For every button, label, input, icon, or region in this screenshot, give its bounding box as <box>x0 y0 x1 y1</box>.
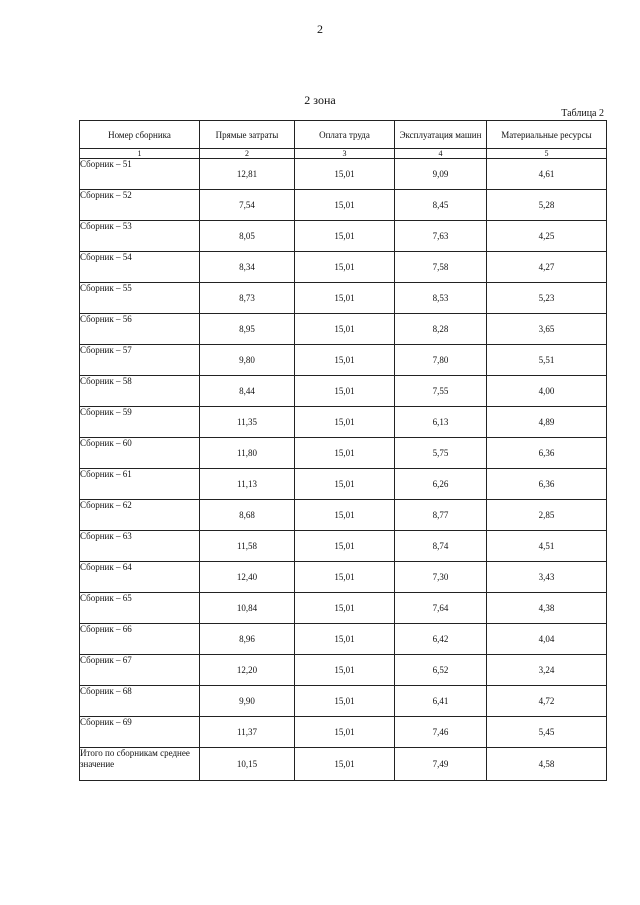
collection-name-cell: Сборник – 67 <box>80 655 200 686</box>
direct-costs-cell: 11,37 <box>200 717 295 748</box>
material-resources-cell: 5,45 <box>487 717 607 748</box>
labor-pay-cell: 15,01 <box>295 221 395 252</box>
table-row <box>80 376 607 407</box>
labor-pay-cell: 15,01 <box>295 190 395 221</box>
direct-costs-cell: 8,34 <box>200 252 295 283</box>
labor-pay-cell: 15,01 <box>295 500 395 531</box>
machine-operation-cell: 6,41 <box>395 686 487 717</box>
labor-pay-cell: 15,01 <box>295 562 395 593</box>
column-number: 4 <box>395 149 487 159</box>
collection-name-cell: Сборник – 65 <box>80 593 200 624</box>
direct-costs-cell: 9,80 <box>200 345 295 376</box>
collection-name-cell: Сборник – 55 <box>80 283 200 314</box>
collection-name-cell: Сборник – 69 <box>80 717 200 748</box>
direct-costs-cell: 7,54 <box>200 190 295 221</box>
direct-costs-cell: 8,44 <box>200 376 295 407</box>
labor-pay-cell: 15,01 <box>295 407 395 438</box>
material-resources-cell: 4,25 <box>487 221 607 252</box>
table-row <box>80 717 607 748</box>
collection-name-cell: Сборник – 60 <box>80 438 200 469</box>
material-resources-cell: 4,38 <box>487 593 607 624</box>
labor-pay-cell: 15,01 <box>295 655 395 686</box>
header-material-resources: Материальные ресурсы <box>487 121 607 149</box>
table-row <box>80 159 607 190</box>
labor-pay-cell: 15,01 <box>295 345 395 376</box>
material-resources-cell: 5,28 <box>487 190 607 221</box>
total-label-cell: Итого по сборникам среднее значение <box>80 748 200 781</box>
material-resources-cell: 6,36 <box>487 469 607 500</box>
material-resources-cell: 4,89 <box>487 407 607 438</box>
collection-name-cell: Сборник – 63 <box>80 531 200 562</box>
header-collection-number: Номер сборника <box>80 121 200 149</box>
header-direct-costs: Прямые затраты <box>200 121 295 149</box>
machine-operation-cell: 6,42 <box>395 624 487 655</box>
machine-operation-cell: 7,58 <box>395 252 487 283</box>
column-number: 1 <box>80 149 200 159</box>
material-resources-cell: 4,58 <box>487 748 607 781</box>
zone-title: 2 зона <box>304 93 336 107</box>
table-row <box>80 283 607 314</box>
machine-operation-cell: 8,53 <box>395 283 487 314</box>
collection-name-cell: Сборник – 64 <box>80 562 200 593</box>
table-body <box>80 159 607 781</box>
direct-costs-cell: 9,90 <box>200 686 295 717</box>
direct-costs-cell: 10,15 <box>200 748 295 781</box>
direct-costs-cell: 12,40 <box>200 562 295 593</box>
labor-pay-cell: 15,01 <box>295 593 395 624</box>
machine-operation-cell: 7,49 <box>395 748 487 781</box>
labor-pay-cell: 15,01 <box>295 438 395 469</box>
machine-operation-cell: 6,52 <box>395 655 487 686</box>
direct-costs-cell: 11,58 <box>200 531 295 562</box>
machine-operation-cell: 7,63 <box>395 221 487 252</box>
direct-costs-cell: 8,96 <box>200 624 295 655</box>
column-number: 3 <box>295 149 395 159</box>
table-row <box>80 469 607 500</box>
material-resources-cell: 2,85 <box>487 500 607 531</box>
labor-pay-cell: 15,01 <box>295 469 395 500</box>
material-resources-cell: 3,43 <box>487 562 607 593</box>
collection-name-cell: Сборник – 62 <box>80 500 200 531</box>
direct-costs-cell: 10,84 <box>200 593 295 624</box>
direct-costs-cell: 11,80 <box>200 438 295 469</box>
machine-operation-cell: 5,75 <box>395 438 487 469</box>
collection-name-cell: Сборник – 58 <box>80 376 200 407</box>
data-table <box>79 120 607 781</box>
collection-name-cell: Сборник – 51 <box>80 159 200 190</box>
material-resources-cell: 5,23 <box>487 283 607 314</box>
labor-pay-cell: 15,01 <box>295 624 395 655</box>
table-row <box>80 221 607 252</box>
material-resources-cell: 4,04 <box>487 624 607 655</box>
machine-operation-cell: 8,74 <box>395 531 487 562</box>
material-resources-cell: 4,51 <box>487 531 607 562</box>
machine-operation-cell: 6,13 <box>395 407 487 438</box>
direct-costs-cell: 11,35 <box>200 407 295 438</box>
table-label: Таблица 2 <box>561 108 604 119</box>
table-row <box>80 686 607 717</box>
column-number: 5 <box>487 149 607 159</box>
direct-costs-cell: 8,68 <box>200 500 295 531</box>
material-resources-cell: 4,61 <box>487 159 607 190</box>
header-row <box>80 121 607 149</box>
material-resources-cell: 4,27 <box>487 252 607 283</box>
collection-name-cell: Сборник – 56 <box>80 314 200 345</box>
labor-pay-cell: 15,01 <box>295 686 395 717</box>
column-number-row <box>80 149 607 159</box>
labor-pay-cell: 15,01 <box>295 531 395 562</box>
direct-costs-cell: 12,20 <box>200 655 295 686</box>
machine-operation-cell: 7,46 <box>395 717 487 748</box>
labor-pay-cell: 15,01 <box>295 252 395 283</box>
machine-operation-cell: 7,55 <box>395 376 487 407</box>
material-resources-cell: 3,24 <box>487 655 607 686</box>
table-row <box>80 345 607 376</box>
table-row <box>80 562 607 593</box>
collection-name-cell: Сборник – 52 <box>80 190 200 221</box>
table-row <box>80 593 607 624</box>
labor-pay-cell: 15,01 <box>295 159 395 190</box>
machine-operation-cell: 8,77 <box>395 500 487 531</box>
page-number: 2 <box>317 22 323 36</box>
table-row <box>80 624 607 655</box>
column-number: 2 <box>200 149 295 159</box>
labor-pay-cell: 15,01 <box>295 283 395 314</box>
direct-costs-cell: 8,95 <box>200 314 295 345</box>
material-resources-cell: 5,51 <box>487 345 607 376</box>
machine-operation-cell: 8,28 <box>395 314 487 345</box>
machine-operation-cell: 7,30 <box>395 562 487 593</box>
collection-name-cell: Сборник – 61 <box>80 469 200 500</box>
direct-costs-cell: 12,81 <box>200 159 295 190</box>
table-row <box>80 500 607 531</box>
table-row <box>80 438 607 469</box>
collection-name-cell: Сборник – 68 <box>80 686 200 717</box>
labor-pay-cell: 15,01 <box>295 314 395 345</box>
collection-name-cell: Сборник – 54 <box>80 252 200 283</box>
table-row <box>80 655 607 686</box>
direct-costs-cell: 8,73 <box>200 283 295 314</box>
material-resources-cell: 4,00 <box>487 376 607 407</box>
table-row <box>80 314 607 345</box>
machine-operation-cell: 9,09 <box>395 159 487 190</box>
labor-pay-cell: 15,01 <box>295 748 395 781</box>
collection-name-cell: Сборник – 66 <box>80 624 200 655</box>
header-labor-pay: Оплата труда <box>295 121 395 149</box>
table-row <box>80 190 607 221</box>
material-resources-cell: 6,36 <box>487 438 607 469</box>
labor-pay-cell: 15,01 <box>295 376 395 407</box>
collection-name-cell: Сборник – 57 <box>80 345 200 376</box>
header-machine-operation: Эксплуатация машин <box>395 121 487 149</box>
collection-name-cell: Сборник – 53 <box>80 221 200 252</box>
machine-operation-cell: 8,45 <box>395 190 487 221</box>
machine-operation-cell: 6,26 <box>395 469 487 500</box>
table-row <box>80 531 607 562</box>
material-resources-cell: 3,65 <box>487 314 607 345</box>
collection-name-cell: Сборник – 59 <box>80 407 200 438</box>
total-row <box>80 748 607 781</box>
direct-costs-cell: 8,05 <box>200 221 295 252</box>
labor-pay-cell: 15,01 <box>295 717 395 748</box>
direct-costs-cell: 11,13 <box>200 469 295 500</box>
table-row <box>80 252 607 283</box>
machine-operation-cell: 7,64 <box>395 593 487 624</box>
material-resources-cell: 4,72 <box>487 686 607 717</box>
machine-operation-cell: 7,80 <box>395 345 487 376</box>
table-row <box>80 407 607 438</box>
